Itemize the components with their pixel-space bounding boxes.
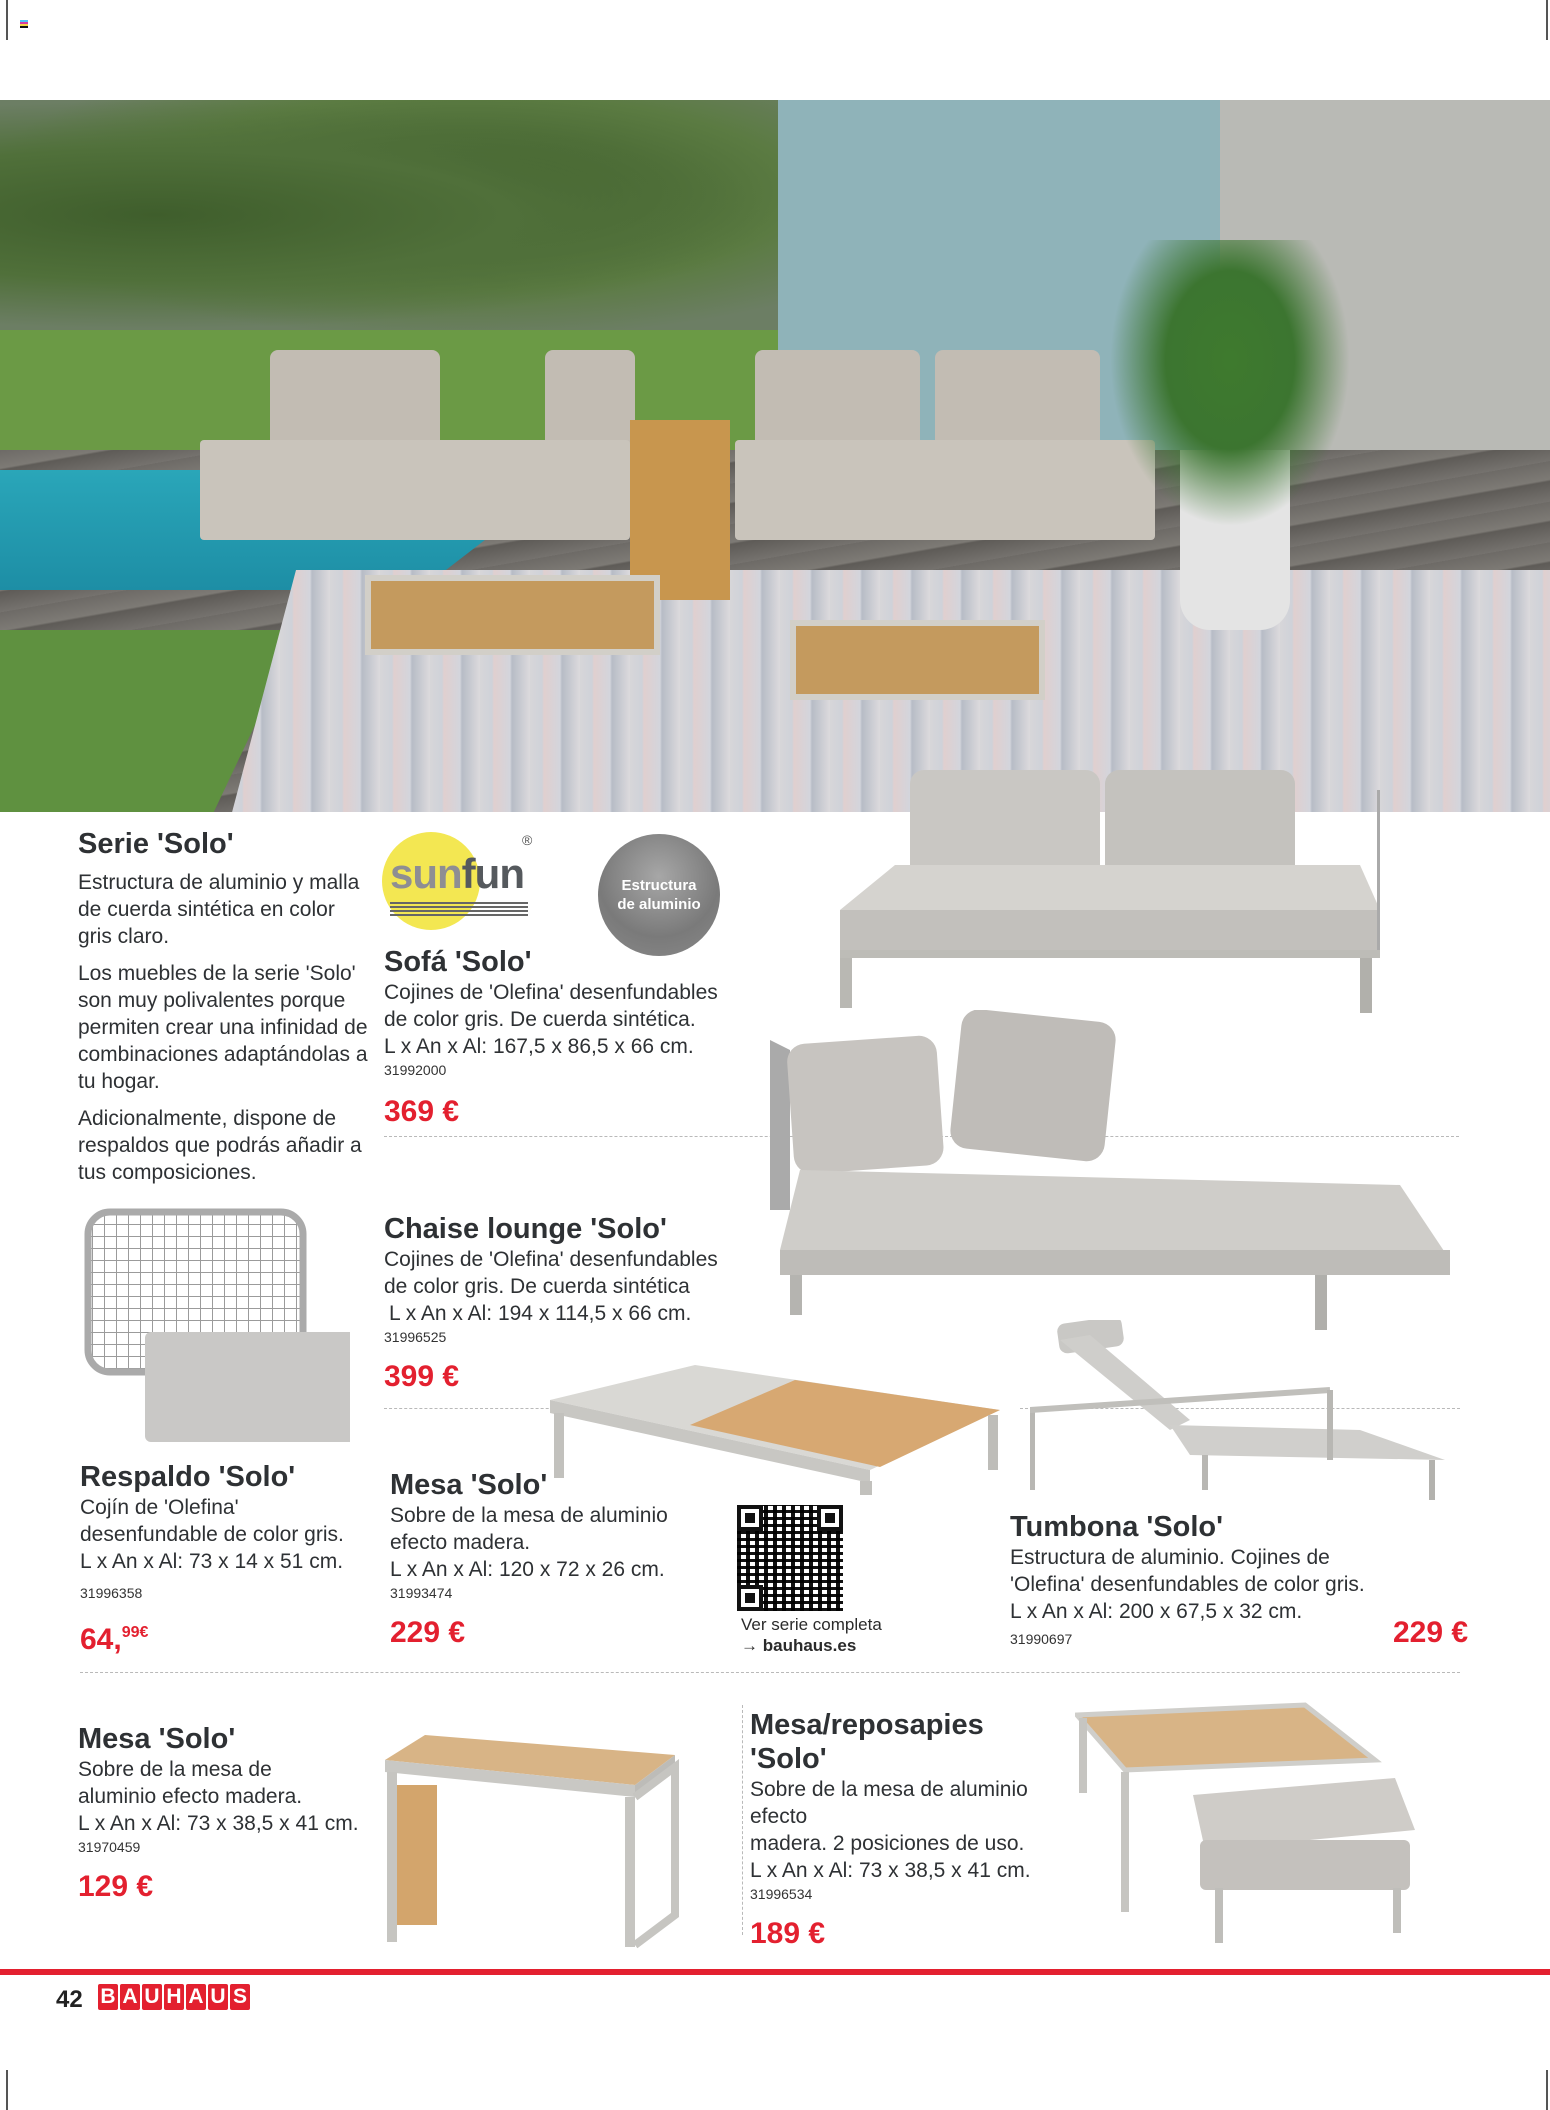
product-table: Mesa 'Solo' Sobre de la mesa de aluminio efecto madera. L x An x Al: 120 x 72 x 26 cm. 31993474 229 €: [390, 1468, 710, 1651]
sunfun-logo: sunfun ®: [382, 832, 537, 927]
product-sofa: Sofá 'Solo' Cojines de 'Olefina' desenfundables de color gris. De cuerda sintética. L x An x Al: 167,5 x 86,5 x 66 cm. 31992000 369 €: [384, 945, 744, 1130]
table-footrest-image: [1075, 1700, 1415, 1945]
product-dimensions: L x An x Al: 73 x 38,5 x 41 cm.: [78, 1812, 359, 1835]
aluminium-structure-badge: Estructura de aluminio: [598, 834, 720, 956]
intro-paragraph: Los muebles de la serie 'Solo' son muy polivalentes porque permiten crear una infinidad de combinaciones adaptándolas a tu hogar.: [78, 962, 368, 1093]
hero-photo: [0, 100, 1550, 812]
website-link[interactable]: bauhaus.es: [762, 1636, 857, 1655]
product-side-table: Mesa 'Solo' Sobre de la mesa de aluminio efecto madera. L x An x Al: 73 x 38,5 x 41 cm. 31970459 129 €: [78, 1722, 368, 1905]
product-dimensions: L x An x Al: 194 x 114,5 x 66 cm.: [389, 1302, 692, 1325]
divider: [742, 1705, 743, 1935]
product-dimensions: L x An x Al: 167,5 x 86,5 x 66 cm.: [384, 1035, 694, 1058]
qr-caption: Ver serie completa → bauhaus.es: [741, 1615, 882, 1655]
product-dimensions: L x An x Al: 73 x 14 x 51 cm.: [80, 1550, 344, 1573]
product-title: Mesa 'Solo': [390, 1469, 548, 1501]
series-intro: [78, 828, 368, 1196]
product-price: 399 €: [384, 1360, 460, 1393]
product-code: 31970459: [78, 1839, 141, 1855]
crop-mark: [6, 2070, 8, 2110]
intro-paragraph: Adicionalmente, dispone de respaldos que podrás añadir a tus composiciones.: [78, 1107, 362, 1184]
product-title: Mesa 'Solo': [78, 1723, 236, 1755]
side-table-image: [375, 1715, 680, 1955]
product-code: 31996534: [750, 1886, 813, 1902]
product-price: 129 €: [78, 1870, 154, 1903]
qr-code[interactable]: [737, 1505, 843, 1611]
product-price: 229 €: [1393, 1616, 1469, 1649]
crop-mark: [1546, 0, 1548, 40]
bauhaus-logo: B A U H A U S: [98, 1984, 250, 2010]
product-code: 31993474: [390, 1585, 453, 1601]
page-number: 42: [56, 1986, 83, 2013]
product-price: 369 €: [384, 1095, 460, 1128]
product-backrest: Respaldo 'Solo' Cojín de 'Olefina' desenfundable de color gris. L x An x Al: 73 x 14 x 51 cm. 31996358 64,$^{99€}$: [80, 1460, 370, 1658]
product-code: 31990697: [1010, 1631, 1073, 1647]
sofa-image: [820, 760, 1380, 1020]
footer-rule: [0, 1969, 1550, 1975]
product-code: 31996358: [80, 1585, 143, 1601]
product-dimensions: L x An x Al: 200 x 67,5 x 32 cm.: [1010, 1600, 1303, 1623]
product-title: Sofá 'Solo': [384, 946, 532, 978]
series-title: Serie 'Solo': [78, 828, 234, 860]
product-title: Chaise lounge 'Solo': [384, 1213, 667, 1245]
product-title: Respaldo 'Solo': [80, 1461, 296, 1493]
color-registration-bar: [20, 20, 28, 28]
product-dimensions: L x An x Al: 73 x 38,5 x 41 cm.: [750, 1859, 1031, 1882]
crop-mark: [6, 0, 8, 40]
product-table-footrest: Mesa/reposapies 'Solo' Sobre de la mesa de aluminio efecto madera. 2 posiciones de uso. L x An x Al: 73 x 38,5 x 41 cm. 31996534 189 €: [750, 1708, 1080, 1952]
divider: [80, 1672, 1460, 1673]
product-dimensions: L x An x Al: 120 x 72 x 26 cm.: [390, 1558, 665, 1581]
product-chaise-lounge: Chaise lounge 'Solo' Cojines de 'Olefina' desenfundables de color gris. De cuerda sintética L x An x Al: 194 x 114,5 x 66 cm. 31996525 399 €: [384, 1212, 744, 1395]
chaise-lounge-image: [760, 1010, 1460, 1330]
intro-paragraph: Estructura de aluminio y malla de cuerda sintética en color gris claro.: [78, 871, 360, 948]
backrest-image: [80, 1200, 350, 1445]
sun-lounger-image: [1030, 1320, 1450, 1505]
arrow-right-icon: →: [741, 1636, 758, 1655]
crop-mark: [1546, 2070, 1548, 2110]
product-code: 31996525: [384, 1329, 447, 1345]
product-price: 64,$^{99€}$: [80, 1623, 149, 1656]
product-code: 31992000: [384, 1062, 447, 1078]
product-sun-lounger: Tumbona 'Solo' Estructura de aluminio. Cojines de 'Olefina' desenfundables de color gris. L x An x Al: 200 x 67,5 x 32 cm. 31990697: [1010, 1510, 1400, 1649]
product-price: 229 €: [390, 1616, 466, 1649]
product-title: Mesa/reposapies: [750, 1709, 984, 1741]
product-title: Tumbona 'Solo': [1010, 1511, 1224, 1543]
product-price: 189 €: [750, 1917, 826, 1950]
